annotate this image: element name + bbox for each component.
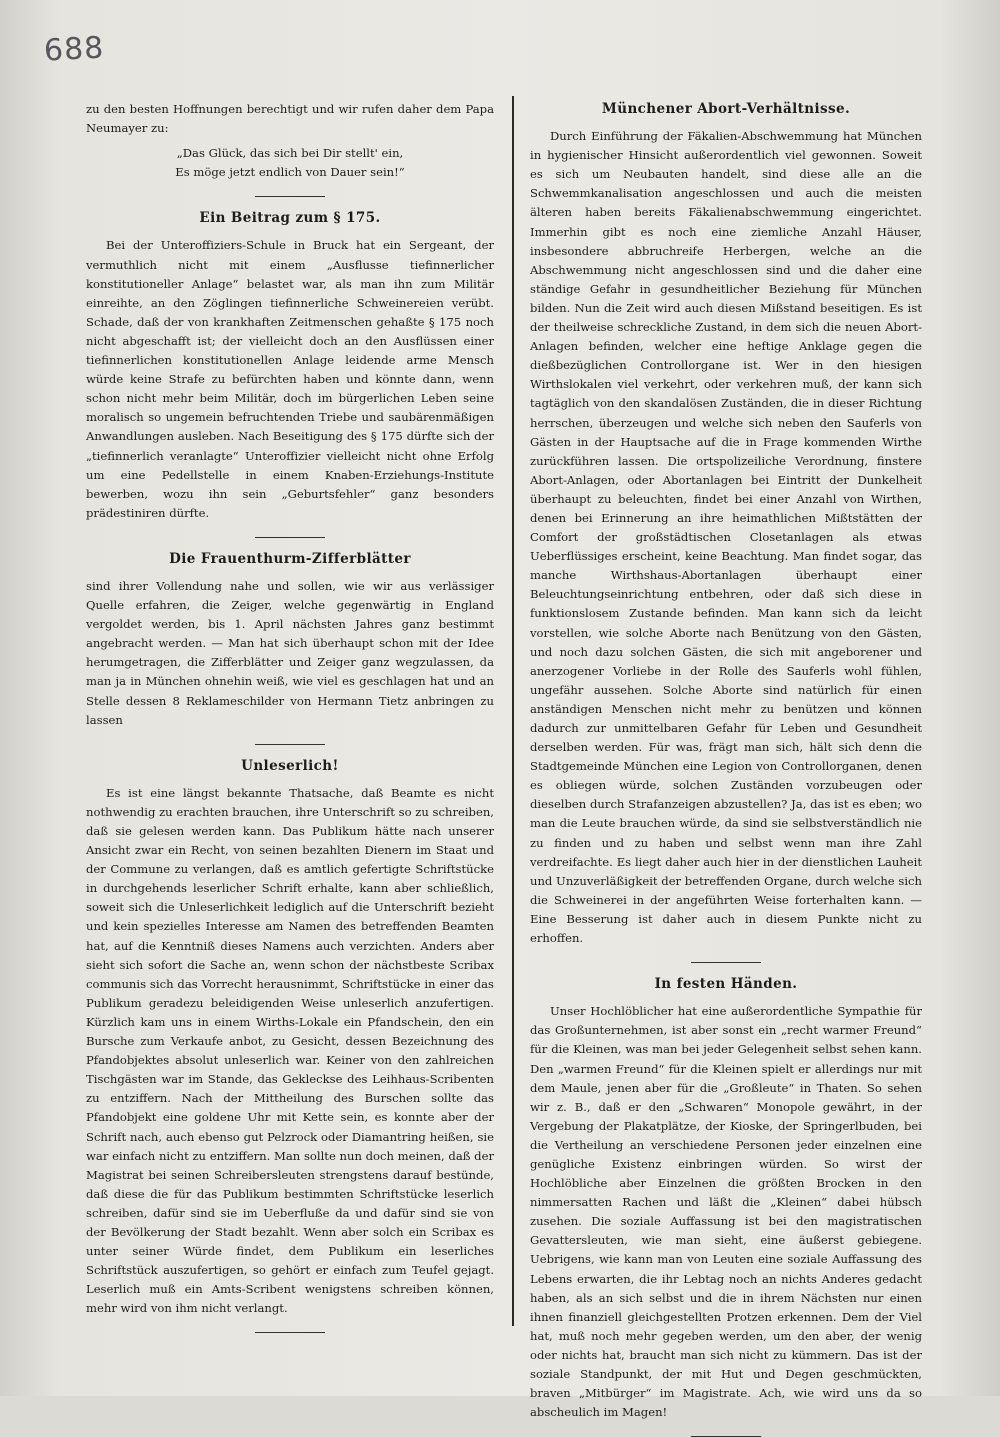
article-heading: Münchener Abort-Verhältnisse. (601, 101, 851, 117)
article-heading: Die Frauenthurm-Zifferblätter (169, 550, 411, 567)
quoted-verse (86, 144, 494, 182)
article-separator (255, 537, 325, 538)
article-heading: In festen Händen. (654, 976, 798, 993)
article-paragraph: Unser Hochlöblicher hat eine außerordentliche Sympathie für das Großunternehmen, ist aber sonst ein „recht warmer Freund“ für die Kleinen, was man bei jeder Gelegenheit selbst sehen kann. Den „warmen Freund“ für die Kleinen spielt er allerdings nur mit dem Maule, jenen aber für die „Großleute“ in Thaten. So sehen wir z. B., daß er den „Schwaren“ Monopole gewährt, in der Vergebung der Plakatplätze, der Kioske, der Springerlbuden, bei die Vertheilung an verschiedene Personen jeder einzelnen eine genügliche Existenz einbringen würden. So wirst der Hochlöbliche aber Einzelnen die größten Brocken in den nimmersatten Rachen und läßt die „Kleinen“ dabei hübsch zusehen. Die soziale Auffassung ist bei den magistratischen Gevattersleuten, wie man sieht, eine äußerst gebiegene. Uebrigens, wie kann man von Leuten eine soziale Auffassung des Lebens erwarten, die ihr Lebtag noch an nichts Anderes gedacht haben, als an sich selbst und die in ihrem Nächsten nur einen ihnen finanziell gleichgestellten Protzen erkennen. Dem der Viel hat, muß noch mehr gegeben werden, um den aber, der wenig oder nichts hat, braucht man sich nicht zu kümmern. Das ist der soziale Standpunkt, der mit Hut und Degen geschmückten, braven „Mitbürger“ im Magistrate. Ach, wie wird uns da so abscheulich im Magen! (530, 1004, 922, 1420)
article-continuation (86, 100, 494, 182)
article-separator (255, 1332, 325, 1333)
article-paragraph: Durch Einführung der Fäkalien-Abschwemmung hat München in hygienischer Hinsicht außerordentlich viel gewonnen. Soweit es sich um Neubauten handelt, sind diese alle an die Schwemmkanalisation angeschlossen und auch die meisten älteren haben bereits Fäkalienabschwemmung eingerichtet. Immerhin gibt es noch eine ziemliche Anzahl Häuser, insbesondere abbruchreife Herbergen, welche an die Abschwemmung nicht angeschlossen sind und die daher eine ständige Gefahr in gesundheitlicher Beziehung für München bilden. Nun die Zeit wird auch diesen Mißstand beseitigen. Es ist der theilweise schreckliche Zustand, in dem sich die neuen Abort-Anlagen befinden, welcher eine heftige Anklage gegen die dießbezüglichen Controllorgane ist. Wer in den hiesigen Wirthslokalen viel verkehrt, oder verkehren muß, der kann sich tagtäglich von den skandalösen Zuständen, die in dieser Richtung herrschen, überzeugen und welche sich neben den Sauferls von Gästen in der Hauptsache auf die in Frage kommenden Wirthe zurückführen lassen. Die ortspolizeiliche Verordnung, finstere Abort-Anlagen, oder Abortanlagen bei Eintritt der Dunkelheit überhaupt zu beleuchten, findet bei einer Anzahl von Wirthen, denen bei Erinnerung an ihre heimathlichen Mißtstätten der Comfort der großstädtischen Closetanlagen als etwas Ueberflüssiges erscheint, keine Beachtung. Man findet sogar, das manche Wirthshaus-Abortanlagen überhaupt einer Beleuchtungseinrichtung entbehren, oder daß sich diese in funktionslosem Zustande befinden. Man kann sich da leicht vorstellen, wie solche Aborte nach Benützung von den Gästen, und noch dazu solchen Gästen, die sich mit angeborener und anerzogener Vorliebe in der Rolle des Sauferls wohl fühlen, ungefähr aussehen. Solche Aborte sind natürlich für einen anständigen Menschen nicht mehr zu benützen und können dadurch zur unmittelbaren Gefahr für Leben und Gesundheit derselben werden. Für was, frägt man sich, hält sich denn die Stadtgemeinde München eine Legion von Controllorganen, denen es obliegen würde, solchen Zuständen vorzubeugen oder dieselben durch Strafanzeigen abzustellen? Ja, das ist es eben; wo man die Leute brauchen würde, da sind sie selbstverständlich nie zu finden und zu haben und selbst wenn man ihre Zahl verdreifachte. Es liegt daher auch hier in der dienstlichen Lauheit und Unzuverläßigkeit der betreffenden Organe, durch welche sich die Schweinerei in der angeführten Weise forterhalten kann. — Eine Besserung ist daher auch in diesem Punkte nicht zu erhoffen. (530, 129, 922, 946)
page-number: 688 (43, 30, 106, 69)
article-separator (255, 744, 325, 745)
article-heading: Unleserlich! (241, 757, 339, 774)
article-abort-verhaeltnisse (530, 100, 922, 948)
article-paragraph: zu den besten Hoffnungen berechtigt und wir rufen daher dem Papa Neumayer zu: (86, 102, 494, 136)
article-in-festen-haenden (530, 975, 922, 1422)
article-paragraph: sind ihrer Vollendung nahe und sollen, wie wir aus verlässiger Quelle erfahren, die Zeiger, welche gegenwärtig in England vergoldet werden, bis 1. April nächsten Jahres ganz bestimmt angebracht werden. — Man hat sich überhaupt schon mit der Idee herumgetragen, die Zifferblätter und Zeiger ganz wegzulassen, da man ja in München ohnehin weiß, wie viel es geschlagen hat und an Stelle dessen 8 Reklameschilder von Hermann Tietz anbringen zu lassen (86, 578, 494, 727)
verse-line: Es möge jetzt endlich von Dauer sein!“ (175, 165, 405, 180)
column-divider (512, 96, 514, 1326)
right-column (530, 100, 922, 1420)
article-unleserlich (86, 757, 494, 1319)
article-heading: Ein Beitrag zum § 175. (199, 210, 381, 227)
verse-line: „Das Glück, das sich bei Dir stellt' ein, (176, 146, 404, 161)
article-paragraph: Es ist eine längst bekannte Thatsache, daß Beamte es nicht nothwendig zu erachten brauchen, ihre Unterschrift so zu schreiben, daß sie gelesen werden kann. Das Publikum hätte nach unserer Ansicht zwar ein Recht, von seinen bezahlten Dienern im Staat und der Commune zu verlangen, daß es amtlich gefertigte Schriftstücke in durchgehends leserlicher Schrift erhalte, kann aber schließlich, soweit sich die Unleserlichkeit lediglich auf die Unterschrift bezieht und kein spezielles Interesse am Namen des betreffenden Beamten hat, auf die Kenntniß dieses Namens auch verzichten. Anders aber sieht sich sofort die Sache an, wenn schon der nächstbeste Scribax communis sich das Vorrecht herausnimmt, Schriftstücke in einer das Publikum geradezu beleidigenden Weise unleserlich anzufertigen. Kürzlich kam uns in einem Wirths-Lokale ein Pfandschein, den ein Bursche zum Verkaufe anbot, zu Gesicht, dessen Bezeichnung des Pfandobjektes absolut unleserlich war. Keiner von den zahlreichen Tischgästen war im Stande, das Gekleckse des Leihhaus-Scribenten zu entziffern. Nach der Mittheilung des Burschen sollte das Pfandobjekt eine goldene Uhr mit Kette sein, es konnte aber der Schrift nach, auch ebenso gut Pelzrock oder Diamantring heißen, sie war einfach nicht zu entziffern. Man sollte nun doch meinen, daß der Magistrat bei seinen Schreibersleuten strengstens darauf bestünde, daß diese die für das Publikum bestimmten Schriftstücke leserlich schreiben, dafür sind sie im Ueberfluße da und dafür sind sie von der Bevölkerung der Stadt bezahlt. Wenn aber solch ein Scribax es unter seiner Würde findet, dem Publikum ein leserliches Schriftstück auszufertigen, so gehört er einfach zum Teufel gejagt. Leserlich muß ein Amts-Scribent wenigstens schreiben können, mehr wird von ihm nicht verlangt. (86, 785, 494, 1316)
article-paragraph: Bei der Unteroffiziers-Schule in Bruck hat ein Sergeant, der vermuthlich nicht mit einem „Ausflusse tiefinnerlicher konstitutioneller Anlage“ belastet war, als man ihn zum Militär einreihte, an den Zöglingen tiefinnerliche Schweinereien verübt. Schade, daß der von krankhaften Zeitmenschen gehaßte § 175 noch nicht abgeschafft ist; der vielleicht doch an den Ausflüssen einer tiefinnerlichen konstitutionellen Anlage leidende arme Mensch würde keine Strafe zu befürchten haben und könnte dann, wenn schon nicht mehr beim Militär, doch im bürgerlichen Leben seine moralisch so ungemein befruchtenden Triebe und saubärenmäßigen Anwandlungen ausleben. Nach Beseitigung des § 175 dürfte sich der „tiefinnerlich veranlagte“ Unteroffizier vielleicht nicht ohne Erfolg um eine Pedellstelle in einem Knaben-Erziehungs-Institute bewerben, wozu ihn sein „Geburtsfehler“ ganz besonders prädestiniren dürfte. (86, 238, 494, 520)
left-column (86, 100, 494, 1340)
article-separator (691, 962, 761, 963)
article-frauenthurm (86, 550, 494, 730)
article-beitrag-175 (86, 209, 494, 523)
article-separator (255, 196, 325, 197)
